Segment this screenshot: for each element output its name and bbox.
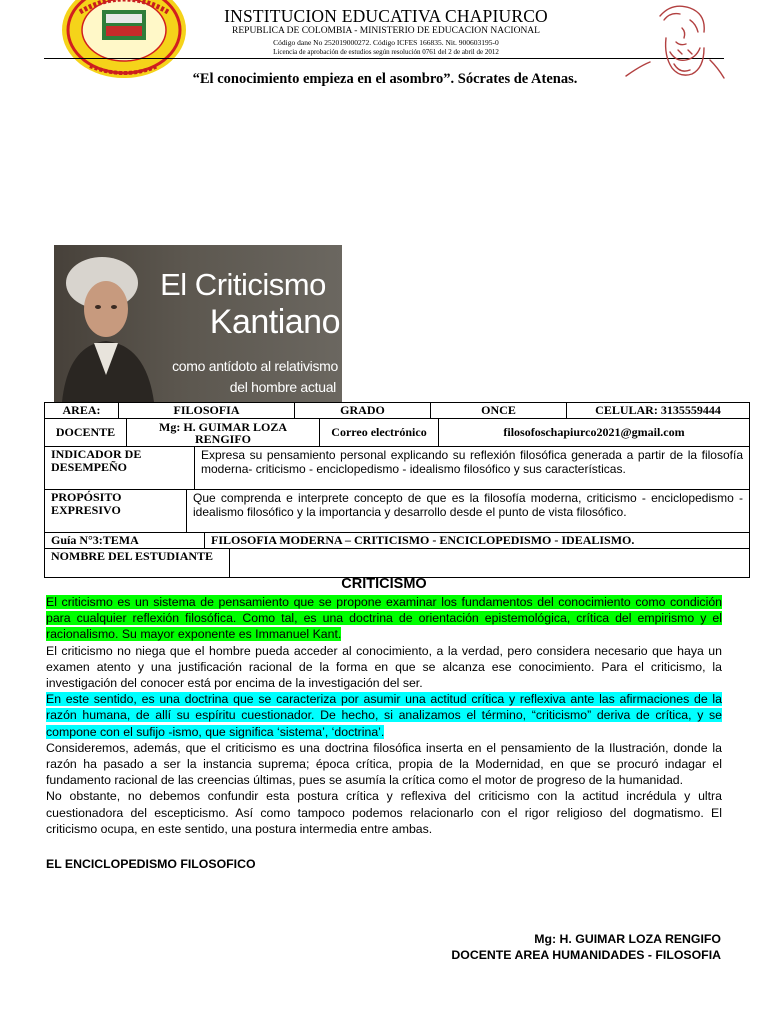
docente-value: Mg: H. GUIMAR LOZA RENGIFO — [127, 419, 320, 446]
banner-subtitle-line2: del hombre actual — [229, 379, 336, 395]
correo-label: Correo electrónico — [320, 419, 439, 446]
school-license: Licencia de aprobación de estudios según resolución 0761 del 2 de abril de 2012 — [273, 48, 499, 56]
proposito-label: PROPÓSITO EXPRESIVO — [45, 490, 187, 532]
banner-title-line1: El Criticismo — [160, 267, 326, 302]
article-heading: CRITICISMO — [341, 576, 427, 592]
grado-label: GRADO — [295, 403, 431, 418]
table-row — [45, 403, 749, 419]
paragraph-3-text: En este sentido, es una doctrina que se caracteriza por asumir una actitud crítica y reflexiva ante las afirmaciones de la razón humana, de allí su espíritu cuestionador. De hecho, si analizamos el término, “criticismo” deriva de crítica, y se compone con el sufijo -ismo, que significa ‘sistema’, ‘doctrina’. — [46, 692, 722, 739]
info-table — [44, 402, 750, 578]
paragraph-2: El criticismo no niega que el hombre pueda acceder al conocimiento, a la verdad, pero considera necesario que haya un examen atento y una justificación racional de la forma en que se alcanza ese conocimiento. Para el criticismo, la investigación del conocer está por encima de la investigación del ser. — [46, 643, 722, 691]
section-heading-enciclopedismo: EL ENCICLOPEDISMO FILOSOFICO — [46, 857, 256, 871]
paragraph-1-text: El criticismo es un sistema de pensamiento que se propone examinar los fundamentos del conocimiento como condición para cualquier reflexión filosófica. Como tal, es una doctrina de orientación epistemológica, crítica del empirismo y el racionalismo. Su mayor exponente es Immanuel Kant. — [46, 595, 722, 642]
school-codes: Código dane No 252019000272. Código ICFES 166835. Nit. 900603195-0 — [273, 38, 499, 47]
kant-banner-image — [54, 245, 342, 402]
signature-role: DOCENTE AREA HUMANIDADES - FILOSOFIA — [451, 948, 721, 962]
paragraph-5: No obstante, no debemos confundir esta postura crítica y reflexiva del criticismo con la actitud incrédula y ultra cuestionadora del escepticismo. Así como tampoco podemos relacionarlo con el rigor religioso del dogmatismo. El criticismo ocupa, en este sentido, una postura intermedia entre ambas. — [46, 789, 722, 836]
paragraph-4: Consideremos, además, que el criticismo es una doctrina filosófica inserta en el pensamiento de la Ilustración, donde la razón ha pasado a ser la instancia suprema; época crítica, propia de la Modernidad, en que se procuró indagar el fundamento racional de las creencias últimas, pues se asumía la crítica como el motor de progreso de la humanidad. — [46, 740, 722, 788]
celular-field: CELULAR: 3135559444 — [595, 403, 721, 417]
article-body — [46, 575, 722, 837]
guia-value: FILOSOFIA MODERNA – CRITICISMO - ENCICLOPEDISMO - IDEALISMO. — [211, 533, 635, 547]
area-value: FILOSOFIA — [119, 403, 295, 418]
table-row — [45, 419, 749, 447]
table-row — [45, 490, 749, 533]
table-row — [45, 549, 749, 577]
paragraph-3 — [46, 691, 722, 740]
nombre-label: NOMBRE DEL ESTUDIANTE — [45, 549, 230, 577]
indicador-value: Expresa su pensamiento personal explicando su reflexión filosófica generada a partir de la filosofía moderna- criticismo - enciclopedismo - idealismo filosófico y sus características. — [201, 448, 743, 476]
socrates-sketch-icon — [620, 2, 726, 84]
school-seal-logo — [60, 0, 188, 78]
socrates-quote: “El conocimiento empieza en el asombro”. Sócrates de Atenas. — [192, 71, 578, 87]
proposito-value: Que comprenda e interprete concepto de que es la filosofía moderna, criticismo - enciclopedismo - idealismo filosófico y la importancia y desarrollo desde el punto de vista filosófico. — [193, 491, 743, 519]
docente-label: DOCENTE — [45, 419, 127, 446]
correo-value: filosofoschapiurco2021@gmail.com — [503, 425, 685, 439]
student-name-field[interactable] — [230, 549, 749, 577]
indicador-label: INDICADOR DE DESEMPEÑO — [45, 447, 195, 489]
school-subtitle: REPUBLICA DE COLOMBIA - MINISTERIO DE EDUCACION NACIONAL — [232, 26, 540, 36]
banner-title-line2: Kantiano — [209, 303, 340, 341]
grado-value: ONCE — [431, 403, 567, 418]
table-row — [45, 533, 749, 549]
area-label: AREA: — [45, 403, 119, 418]
guia-label: Guía N°3:TEMA — [45, 533, 205, 548]
banner-subtitle-line1: como antídoto al relativismo — [172, 358, 338, 374]
signature-name: Mg: H. GUIMAR LOZA RENGIFO — [534, 932, 721, 946]
table-row — [45, 447, 749, 490]
paragraph-1 — [46, 594, 722, 643]
school-name: INSTITUCION EDUCATIVA CHAPIURCO — [224, 6, 548, 26]
